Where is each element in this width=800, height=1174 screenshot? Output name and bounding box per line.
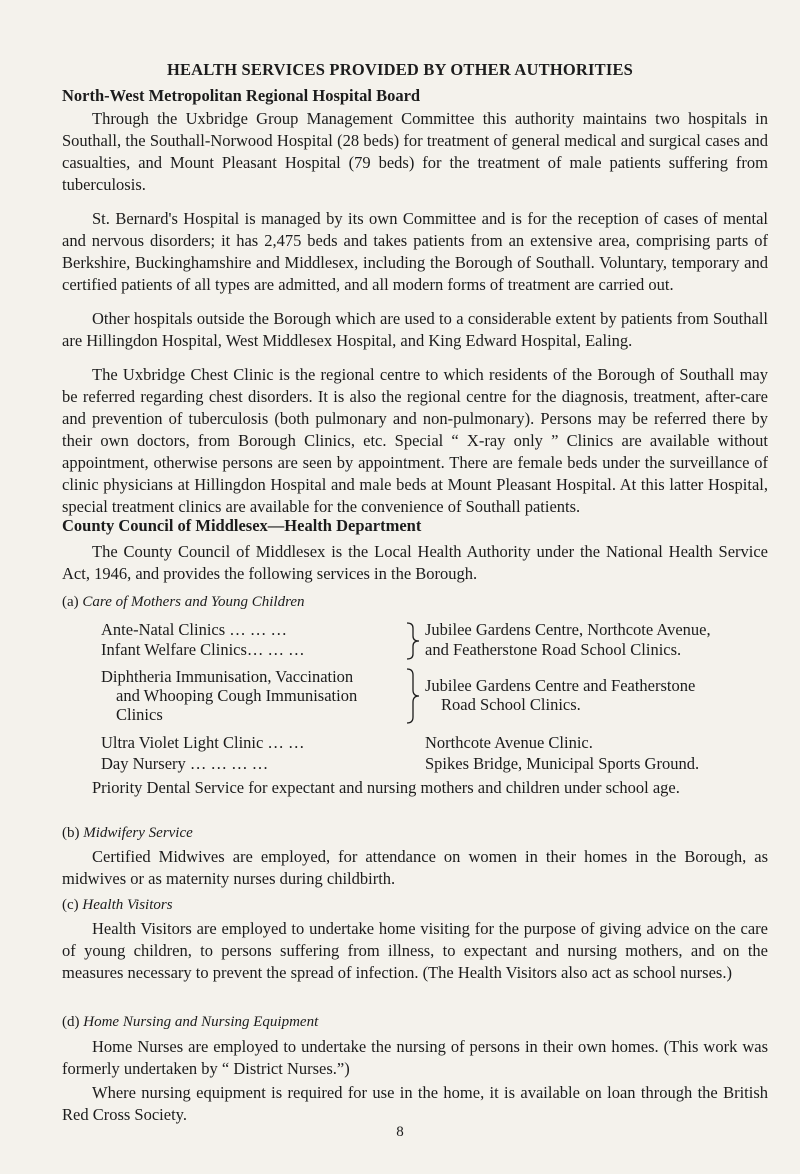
service-location-northcote: Northcote Avenue Clinic.	[425, 733, 593, 752]
subsection-letter: (c)	[62, 897, 79, 913]
subsection-letter: (b)	[62, 825, 80, 841]
subsection-title: Midwifery Service	[83, 825, 193, 841]
service-day-nursery: Day Nursery … … … …	[101, 754, 269, 773]
page-title: HEALTH SERVICES PROVIDED BY OTHER AUTHORITIES	[166, 60, 634, 79]
service-location-spikes-bridge: Spikes Bridge, Municipal Sports Ground.	[425, 754, 700, 773]
paragraph-midwifery: Certified Midwives are employed, for attendance on women in their homes in the Borough, as midwives or as maternity nurses during childbirth.	[62, 847, 768, 888]
section-home-nursing	[62, 1036, 768, 1126]
paragraph-chest-clinic: The Uxbridge Chest Clinic is the regional centre to which residents of the Borough of Southall may be referred regarding chest disorders. It is also the regional centre for the diagnosis, treatment, after-care and prevention of tuberculosis (both pulmonary and non-pulmonary). Persons may be referred there by their own doctors, from Borough Clinics, etc. Special “ X-ray only ” Clinics are available without appointment, otherwise persons are seen by appointment. There are female beds under the surveillance of clinic physicians at Hillingdon Hospital and male beds at Mount Pleasant Hospital. At this latter Hospital, special treatment clinics are available for the convenience of Southall patients.	[62, 365, 768, 516]
subsection-title: Home Nursing and Nursing Equipment	[83, 1014, 319, 1030]
subsection-heading-c	[62, 897, 173, 914]
section-hospital-board	[62, 108, 768, 518]
section-health-visitors	[62, 918, 768, 984]
service-diphtheria-line-1: Diphtheria Immunisation, Vaccination	[101, 667, 354, 686]
service-location-jubilee-2b: Road School Clinics.	[441, 695, 581, 714]
paragraph-other-hospitals: Other hospitals outside the Borough which are used to a considerable extent by patients from Southall are Hillingdon Hospital, West Middlesex Hospital, and King Edward Hospital, Ealing.	[62, 309, 768, 350]
paragraph-home-nurses: Home Nurses are employed to undertake the nursing of persons in their own homes. (This work was formerly undertaken by “ District Nurses.”)	[62, 1037, 768, 1078]
paragraph-dental: Priority Dental Service for expectant and nursing mothers and children under school age.	[92, 778, 680, 797]
paragraph-health-visitors: Health Visitors are employed to undertake home visiting for the purpose of giving advice on the care of young children, to persons suffering from illness, to expectant and nursing mothers, and on the measures necessary to prevent the spread of infection. (The Health Visitors also act as school nurses.)	[62, 919, 768, 982]
right-brace-icon	[404, 668, 422, 724]
service-diphtheria-line-2: and Whooping Cough Immunisation	[116, 686, 358, 705]
section-dental	[62, 777, 768, 799]
subsection-letter: (d)	[62, 1014, 80, 1030]
subsection-letter: (a)	[62, 594, 79, 610]
right-brace-icon	[404, 622, 422, 660]
subsection-heading-a	[62, 594, 305, 611]
paragraph-county-intro: The County Council of Middlesex is the Local Health Authority under the National Health Service Act, 1946, and provides the following services in the Borough.	[62, 542, 768, 583]
section-heading-county-council: County Council of Middlesex—Health Department	[62, 516, 422, 535]
section-county-intro	[62, 541, 768, 585]
service-infant-welfare: Infant Welfare Clinics… … …	[101, 640, 305, 659]
service-location-jubilee-1a: Jubilee Gardens Centre, Northcote Avenue,	[425, 620, 711, 639]
service-location-jubilee-1b: and Featherstone Road School Clinics.	[425, 640, 682, 659]
section-heading-hospital-board: North-West Metropolitan Regional Hospital Board	[62, 86, 421, 105]
subsection-title: Health Visitors	[82, 897, 173, 913]
subsection-heading-d	[62, 1014, 318, 1031]
service-ultra-violet: Ultra Violet Light Clinic … …	[101, 733, 305, 752]
service-location-jubilee-2a: Jubilee Gardens Centre and Featherstone	[425, 676, 696, 695]
section-midwifery	[62, 846, 768, 890]
subsection-heading-b	[62, 825, 193, 842]
paragraph-uxbridge-group: Through the Uxbridge Group Management Committee this authority maintains two hospitals in Southall, the Southall-Norwood Hospital (28 beds) for treatment of general medical and surgical cases and casualties, and Mount Pleasant Hospital (79 beds) for the treatment of male patients suffering from tuberculosis.	[62, 109, 768, 194]
paragraph-st-bernards: St. Bernard's Hospital is managed by its own Committee and is for the reception of cases of mental and nervous disorders; it has 2,475 beds and takes patients from an extensive area, comprising parts of Berkshire, Buckinghamshire and Middlesex, including the Borough of Southall. Voluntary, temporary and certified patients of all types are admitted, and all modern forms of treatment are carried out.	[62, 209, 768, 294]
paragraph-nursing-equipment: Where nursing equipment is required for use in the home, it is available on loan through the British Red Cross Society.	[62, 1083, 768, 1124]
service-antenatal: Ante-Natal Clinics … … …	[101, 620, 288, 639]
page-number: 8	[396, 1124, 404, 1140]
service-diphtheria-line-3: Clinics	[116, 705, 163, 724]
subsection-title: Care of Mothers and Young Children	[82, 594, 305, 610]
